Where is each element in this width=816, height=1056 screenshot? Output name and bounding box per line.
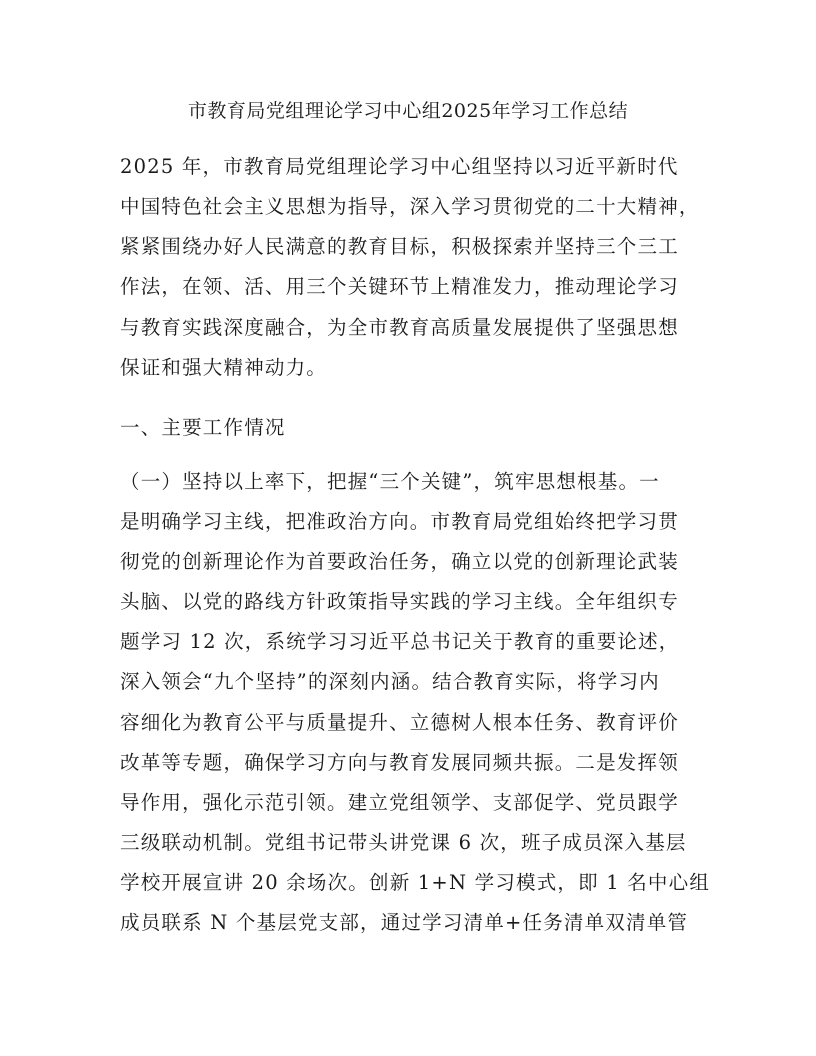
body-line: 改革等专题，确保学习方向与教育发展同频共振。二是发挥领 [120, 751, 679, 774]
body-line: 深入领会“九个坚持”的深刻内涵。结合教育实际，将学习内 [120, 670, 660, 693]
body-line: 成员联系 N 个基层党支部，通过学习清单+任务清单双清单管 [120, 911, 689, 934]
body-line: 三级联动机制。党组书记带头讲党课 6 次，班子成员深入基层 [120, 831, 687, 854]
intro-line: 作法，在领、活、用三个关键环节上精准发力，推动理论学习 [120, 275, 679, 298]
body-line: 学校开展宣讲 20 余场次。创新 1+N 学习模式，即 1 名中心组 [120, 871, 711, 894]
intro-line: 2025 年，市教育局党组理论学习中心组坚持以习近平新时代 [120, 155, 679, 178]
body-line: 是明确学习主线，把准政治方向。市教育局党组始终把学习贯 [120, 510, 679, 533]
body-line: 彻党的创新理论作为首要政治任务，确立以党的创新理论武装 [120, 550, 679, 573]
intro-line: 与教育实践深度融合，为全市教育高质量发展提供了坚强思想 [120, 316, 679, 339]
intro-line: 紧紧围绕办好人民满意的教育目标，积极探索并坚持三个三工 [120, 235, 679, 258]
body-line: 导作用，强化示范引领。建立党组领学、支部促学、党员跟学 [120, 791, 679, 814]
section-heading: 一、主要工作情况 [120, 416, 286, 439]
body-line: 容细化为教育公平与质量提升、立德树人根本任务、教育评价 [120, 711, 679, 734]
document-title: 市教育局党组理论学习中心组2025年学习工作总结 [187, 100, 629, 122]
body-line: 头脑、以党的路线方针政策指导实践的学习主线。全年组织专 [120, 590, 679, 613]
intro-line: 保证和强大精神动力。 [120, 356, 328, 379]
body-line: （一）坚持以上率下，把握“三个关键”，筑牢思想根基。一 [120, 470, 660, 493]
body-line: 题学习 12 次，系统学习习近平总书记关于教育的重要论述， [120, 630, 680, 653]
intro-line: 中国特色社会主义思想为指导，深入学习贯彻党的二十大精神， [120, 195, 700, 218]
